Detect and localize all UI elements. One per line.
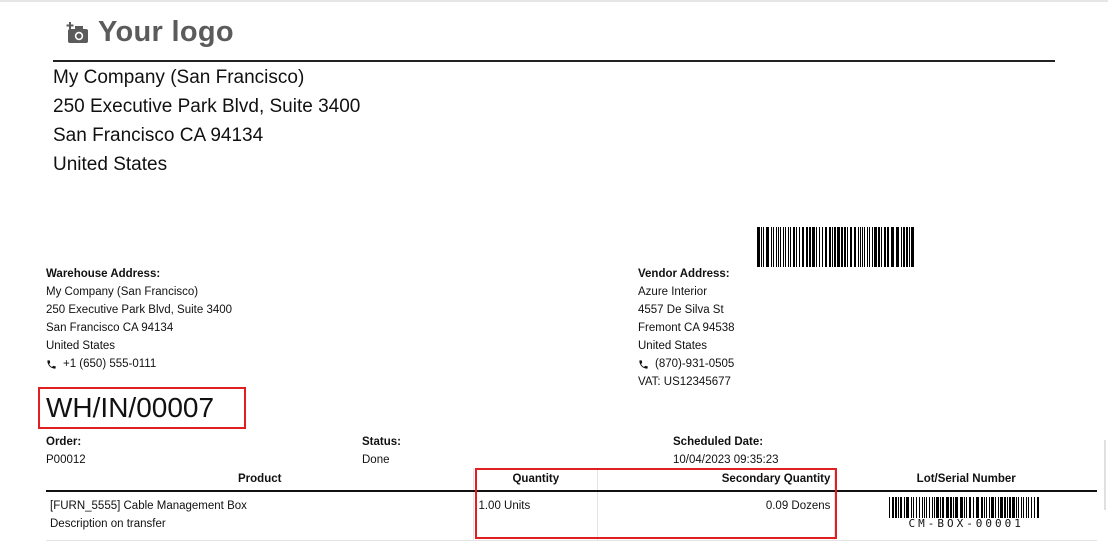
warehouse-name: My Company (San Francisco) (46, 286, 199, 298)
warehouse-street: 250 Executive Park Blvd, Suite 3400 (46, 304, 233, 316)
barcode-bar (858, 227, 859, 267)
status-value: Done (362, 454, 390, 466)
company-address (53, 63, 360, 179)
barcode-bar (884, 227, 886, 267)
product-description: Description on transfer (50, 518, 166, 530)
status-label: Status: (362, 436, 401, 448)
barcode-bar (816, 227, 817, 267)
vendor-country: United States (638, 340, 708, 352)
barcode-bar (834, 227, 836, 267)
barcode-bar (896, 227, 899, 267)
barcode-bar (773, 227, 774, 267)
company-logo (66, 16, 234, 49)
cell-secondary-quantity: 0.09 Dozens (598, 491, 835, 541)
lot-number: CM-BOX-00001 (889, 518, 1043, 529)
lot-barcode (889, 497, 1043, 530)
camera-plus-icon (66, 21, 90, 45)
barcode-bar (903, 227, 905, 267)
company-country: United States (53, 154, 168, 175)
barcode-bar (864, 227, 865, 267)
barcode-bar (802, 227, 804, 267)
order-value: P00012 (46, 454, 86, 466)
vendor-street: 4557 De Silva St (638, 304, 724, 316)
vendor-city: Fremont CA 94538 (638, 322, 735, 334)
scheduled-date-label: Scheduled Date: (673, 436, 764, 448)
barcode-bar (881, 227, 882, 267)
table-row (46, 491, 1097, 541)
barcode-bar (809, 227, 811, 267)
order-label: Order: (46, 436, 82, 448)
barcode-bar (909, 227, 910, 267)
barcode-bar (799, 227, 800, 267)
barcode-bar (872, 227, 873, 267)
barcode-bar (778, 227, 779, 267)
barcode-bar (829, 227, 831, 267)
warehouse-address-label: Warehouse Address: (46, 268, 161, 280)
barcode-bar (761, 227, 762, 267)
table-header-row (46, 468, 1097, 491)
barcode-bar (891, 227, 894, 267)
barcode-bar (796, 227, 797, 267)
header-lot-serial: Lot/Serial Number (835, 468, 1097, 491)
barcode-bar (841, 227, 843, 267)
barcode-bar (766, 227, 769, 267)
barcode-bar (874, 227, 877, 267)
picking-reference: WH/IN/00007 (46, 392, 215, 423)
logo-text: Your logo (98, 16, 234, 48)
barcode-bar (906, 227, 908, 267)
warehouse-address (46, 265, 232, 373)
barcode-bar (788, 227, 789, 267)
barcode-bar (847, 227, 848, 267)
barcode-bar (793, 227, 795, 267)
vendor-phone-row (638, 355, 735, 373)
barcode-bar (825, 227, 827, 267)
barcode-bar (850, 227, 852, 267)
header-divider (53, 60, 1055, 62)
barcode-bar (911, 227, 914, 267)
barcode-bar (780, 227, 781, 267)
move-lines-table (46, 468, 1097, 541)
vendor-phone: (870)-931-0505 (655, 358, 735, 370)
barcode-bar (837, 227, 840, 267)
scheduled-info (673, 433, 779, 469)
top-rule (0, 0, 1108, 2)
barcode-bar (763, 227, 764, 267)
company-street: 250 Executive Park Blvd, Suite 3400 (53, 96, 361, 117)
barcode-bar (832, 227, 833, 267)
warehouse-phone-row (46, 355, 232, 373)
cell-product (46, 491, 474, 541)
barcode-bar (806, 227, 808, 267)
barcode-bar (854, 227, 856, 267)
barcode-bar (862, 227, 863, 267)
barcode-bar (783, 227, 784, 267)
cell-lot-serial (835, 491, 1097, 541)
phone-icon (46, 359, 57, 370)
header-secondary-quantity: Secondary Quantity (598, 468, 835, 491)
barcode-bar (776, 227, 777, 267)
phone-icon (638, 359, 649, 370)
company-name: My Company (San Francisco) (53, 67, 305, 88)
vendor-address (638, 265, 735, 391)
barcode-bar (901, 227, 902, 267)
barcode-bar (771, 227, 772, 267)
scheduled-date-value: 10/04/2023 09:35:23 (673, 454, 779, 466)
warehouse-city: San Francisco CA 94134 (46, 322, 174, 334)
vendor-name: Azure Interior (638, 286, 708, 298)
barcode-bar (869, 227, 870, 267)
warehouse-country: United States (46, 340, 116, 352)
barcode-bar (790, 227, 791, 267)
status-info (362, 433, 401, 469)
barcode-bar (844, 227, 846, 267)
barcode-bar (867, 227, 868, 267)
barcode-bar (878, 227, 880, 267)
barcode-bar (822, 227, 823, 267)
barcode-bar (819, 227, 820, 267)
order-info (46, 433, 86, 469)
company-city: San Francisco CA 94134 (53, 125, 264, 146)
warehouse-phone: +1 (650) 555-0111 (63, 358, 157, 370)
cell-quantity: 1.00 Units (474, 491, 598, 541)
barcode-bar (785, 227, 786, 267)
product-name: [FURN_5555] Cable Management Box (50, 500, 247, 512)
barcode-bar (757, 227, 760, 267)
vendor-address-label: Vendor Address: (638, 268, 730, 280)
page-edge (1104, 440, 1106, 510)
barcode-bar (887, 227, 889, 267)
header-quantity: Quantity (474, 468, 598, 491)
vendor-vat: VAT: US12345677 (638, 376, 731, 388)
header-product: Product (46, 468, 474, 491)
barcode-bar (812, 227, 815, 267)
barcode-bar (860, 227, 861, 267)
picking-barcode (757, 227, 914, 267)
